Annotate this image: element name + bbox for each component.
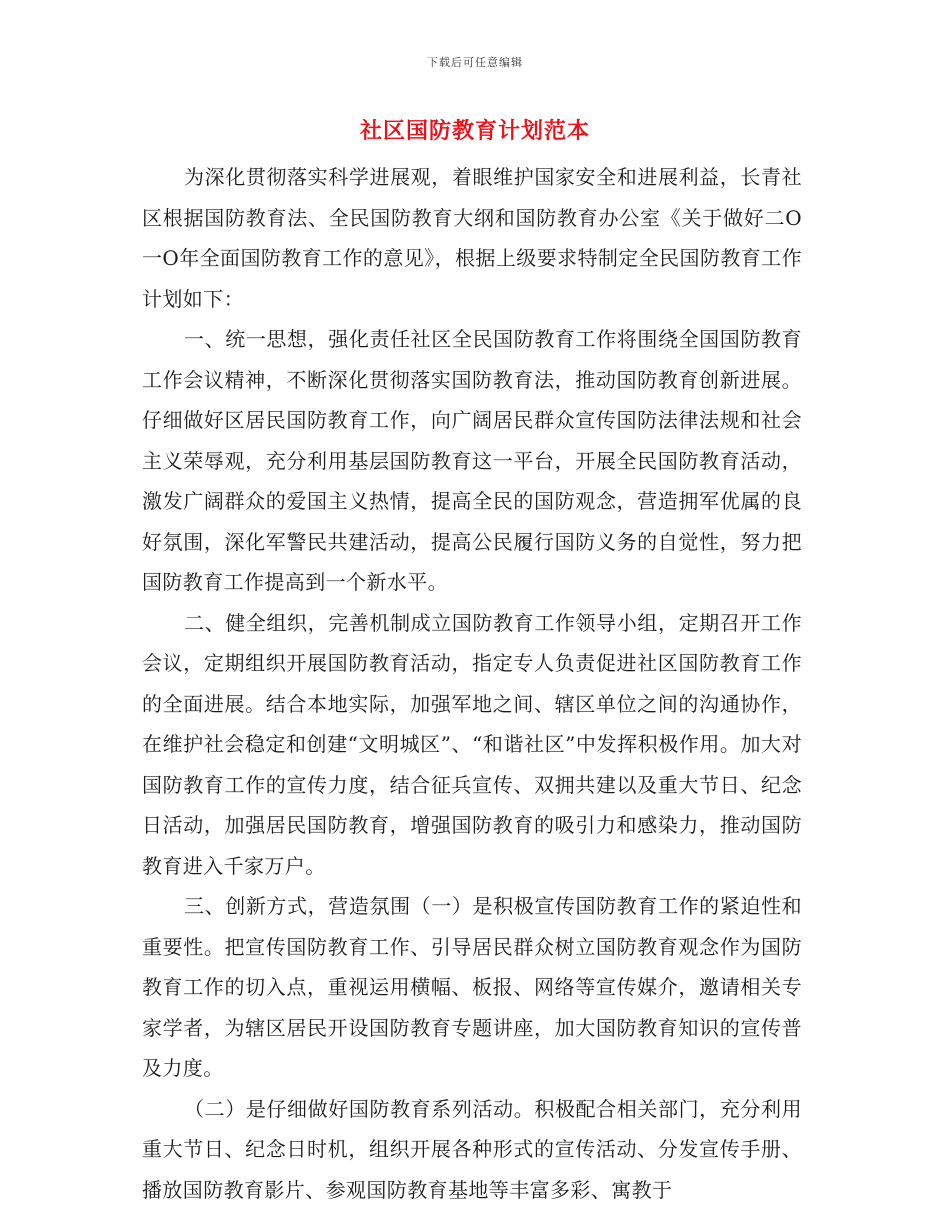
- document-body: [142, 157, 802, 1210]
- paragraph-section-3: 三、创新方式，营造氛围（一）是积极宣传国防教育工作的紧迫性和重要性。把宣传国防教育工作、引导居民群众树立国防教育观念作为国防教育工作的切入点，重视运用横幅、板报、网络等宣传媒介，邀请相关专家学者，为辖区居民开设国防教育专题讲座，加大国防教育知识的宣传普及力度。: [142, 894, 802, 1080]
- paragraph-section-3-item-2: （二）是仔细做好国防教育系列活动。积极配合相关部门，充分利用重大节日、纪念日时机，组织开展各种形式的宣传活动、分发宣传手册、播放国防教育影片、参观国防教育基地等丰富多彩、寓教于: [142, 1096, 802, 1202]
- paragraph-section-1: 一、统一思想，强化责任社区全民国防教育工作将围绕全国国防教育工作会议精神，不断深化贯彻落实国防教育法，推动国防教育创新进展。仔细做好区居民国防教育工作，向广阔居民群众宣传国防法律法规和社会主义荣辱观，充分利用基层国防教育这一平台，开展全民国防教育活动，激发广阔群众的爱国主义热情，提高全民的国防观念，营造拥军优属的良好氛围，深化军警民共建活动，提高公民履行国防义务的自觉性，努力把国防教育工作提高到一个新水平。: [142, 327, 802, 594]
- paragraph-intro: 为深化贯彻落实科学进展观，着眼维护国家安全和进展利益，长青社区根据国防教育法、全民国防教育大纲和国防教育办公室《关于做好二O一O年全面国防教育工作的意见》，根据上级要求特制定全民国防教育工作计划如下：: [142, 165, 802, 311]
- paragraph-section-2: 二、健全组织，完善机制成立国防教育工作领导小组，定期召开工作会议，定期组织开展国防教育活动，指定专人负责促进社区国防教育工作的全面进展。结合本地实际，加强军地之间、辖区单位之间的沟通协作，在维护社会稳定和创建“文明城区”、“和谐社区”中发挥积极作用。加大对国防教育工作的宣传力度，结合征兵宣传、双拥共建以及重大节日、纪念日活动，加强居民国防教育，增强国防教育的吸引力和感染力，推动国防教育进入千家万户。: [142, 610, 802, 878]
- page-header-note: 下载后可任意编辑: [427, 56, 523, 69]
- document-title: 社区国防教育计划范本: [359, 118, 590, 144]
